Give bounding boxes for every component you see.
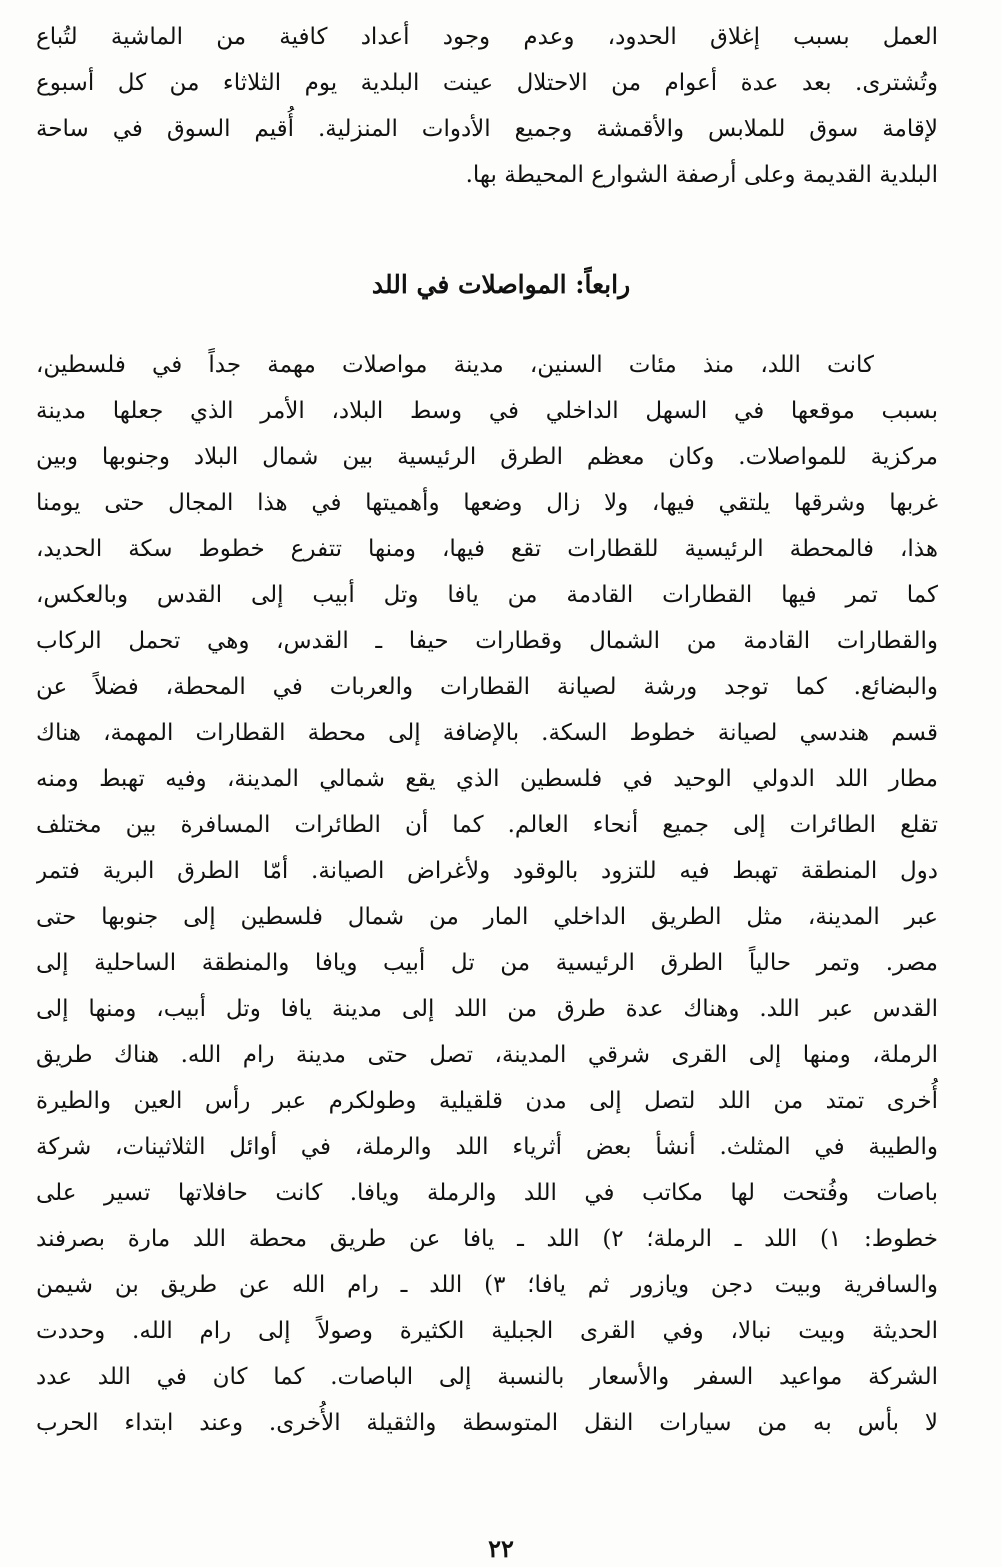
text-line: العمل بسبب إغلاق الحدود، وعدم وجود أعداد كافية من الماشية لتُباع (36, 24, 938, 50)
text-line: كما تمر فيها القطارات القادمة من يافا وتل أبيب إلى القدس وبالعكس، (36, 582, 938, 608)
text-line: خطوط: ١) اللد ـ الرملة؛ ٢) اللد ـ يافا عن طريق محطة اللد مارة بصرفند (36, 1226, 938, 1252)
text-line: دول المنطقة تهبط فيه للتزود بالوقود ولأغراض الصيانة. أمّا الطرق البرية فتمر (36, 858, 938, 884)
page-number: ٢٢ (488, 1534, 514, 1563)
text-line: تقلع الطائرات إلى جميع أنحاء العالم. كما أن الطائرات المسافرة بين مختلف (36, 812, 938, 838)
section-heading: رابعاً: المواصلات في اللد (371, 270, 631, 299)
text-line: والقطارات القادمة من الشمال وقطارات حيفا ـ القدس، وهي تحمل الركاب (36, 628, 938, 654)
paragraph-transport (36, 342, 938, 1446)
text-line: بسبب موقعها في السهل الداخلي في وسط البلاد، الأمر الذي جعلها مدينة (36, 398, 938, 424)
text-line: مطار اللد الدولي الوحيد في فلسطين الذي يقع شمالي المدينة، وفيه تهبط ومنه (36, 766, 938, 792)
paragraph-market (36, 14, 938, 198)
text-line: والطيبة في المثلث. أنشأ بعض أثرياء اللد والرملة، في أوائل الثلاثينات، شركة (36, 1134, 938, 1160)
text-line: البلدية القديمة وعلى أرصفة الشوارع المحيطة بها. (465, 162, 938, 188)
text-line: هذا، فالمحطة الرئيسية للقطارات تقع فيها، ومنها تتفرع خطوط سكة الحديد، (36, 536, 938, 562)
text-line: لا بأس به من سيارات النقل المتوسطة والثقيلة الأُخرى. وعند ابتداء الحرب (36, 1410, 938, 1436)
text-line: قسم هندسي لصيانة خطوط السكة. بالإضافة إلى محطة القطارات المهمة، هناك (36, 720, 938, 746)
text-line: الحديثة وبيت نبالا، وفي القرى الجبلية الكثيرة وصولاً إلى رام الله. وحددت (36, 1318, 938, 1344)
text-line: أُخرى تمتد من اللد لتصل إلى مدن قلقيلية وطولكرم عبر رأس العين والطيرة (36, 1088, 938, 1114)
text-line: عبر المدينة، مثل الطريق الداخلي المار من شمال فلسطين إلى جنوبها حتى (36, 904, 938, 930)
text-line: الرملة، ومنها إلى القرى شرقي المدينة، تصل حتى مدينة رام الله. هناك طريق (36, 1042, 938, 1068)
text-line: غربها وشرقها يلتقي فيها، ولا زال وضعها وأهميتها في هذا المجال حتى يومنا (36, 490, 938, 516)
text-line: القدس عبر اللد. وهناك عدة طرق من اللد إلى مدينة يافا وتل أبيب، ومنها إلى (36, 996, 938, 1022)
text-line: باصات وفُتحت لها مكاتب في اللد والرملة ويافا. كانت حافلاتها تسير على (36, 1180, 938, 1206)
text-line: وتُشترى. بعد عدة أعوام من الاحتلال عينت البلدية يوم الثلاثاء من كل أسبوع (36, 70, 938, 96)
text-line: والسافرية وبيت دجن ويازور ثم يافا؛ ٣) اللد ـ رام الله عن طريق بن شيمن (36, 1272, 938, 1298)
text-line: مصر. وتمر حالياً الطرق الرئيسية من تل أبيب ويافا والمنطقة الساحلية إلى (36, 950, 938, 976)
text-line: لإقامة سوق للملابس والأقمشة وجميع الأدوات المنزلية. أُقيم السوق في ساحة (36, 116, 938, 142)
text-line: مركزية للمواصلات. وكان معظم الطرق الرئيسية بين شمال البلاد وجنوبها وبين (36, 444, 938, 470)
text-line: الشركة مواعيد السفر والأسعار بالنسبة إلى الباصات. كما كان في اللد عدد (36, 1364, 938, 1390)
text-line: والبضائع. كما توجد ورشة لصيانة القطارات والعربات في المحطة، فضلاً عن (36, 674, 938, 700)
text-line: كانت اللد، منذ مئات السنين، مدينة مواصلات مهمة جداً في فلسطين، (36, 352, 874, 378)
